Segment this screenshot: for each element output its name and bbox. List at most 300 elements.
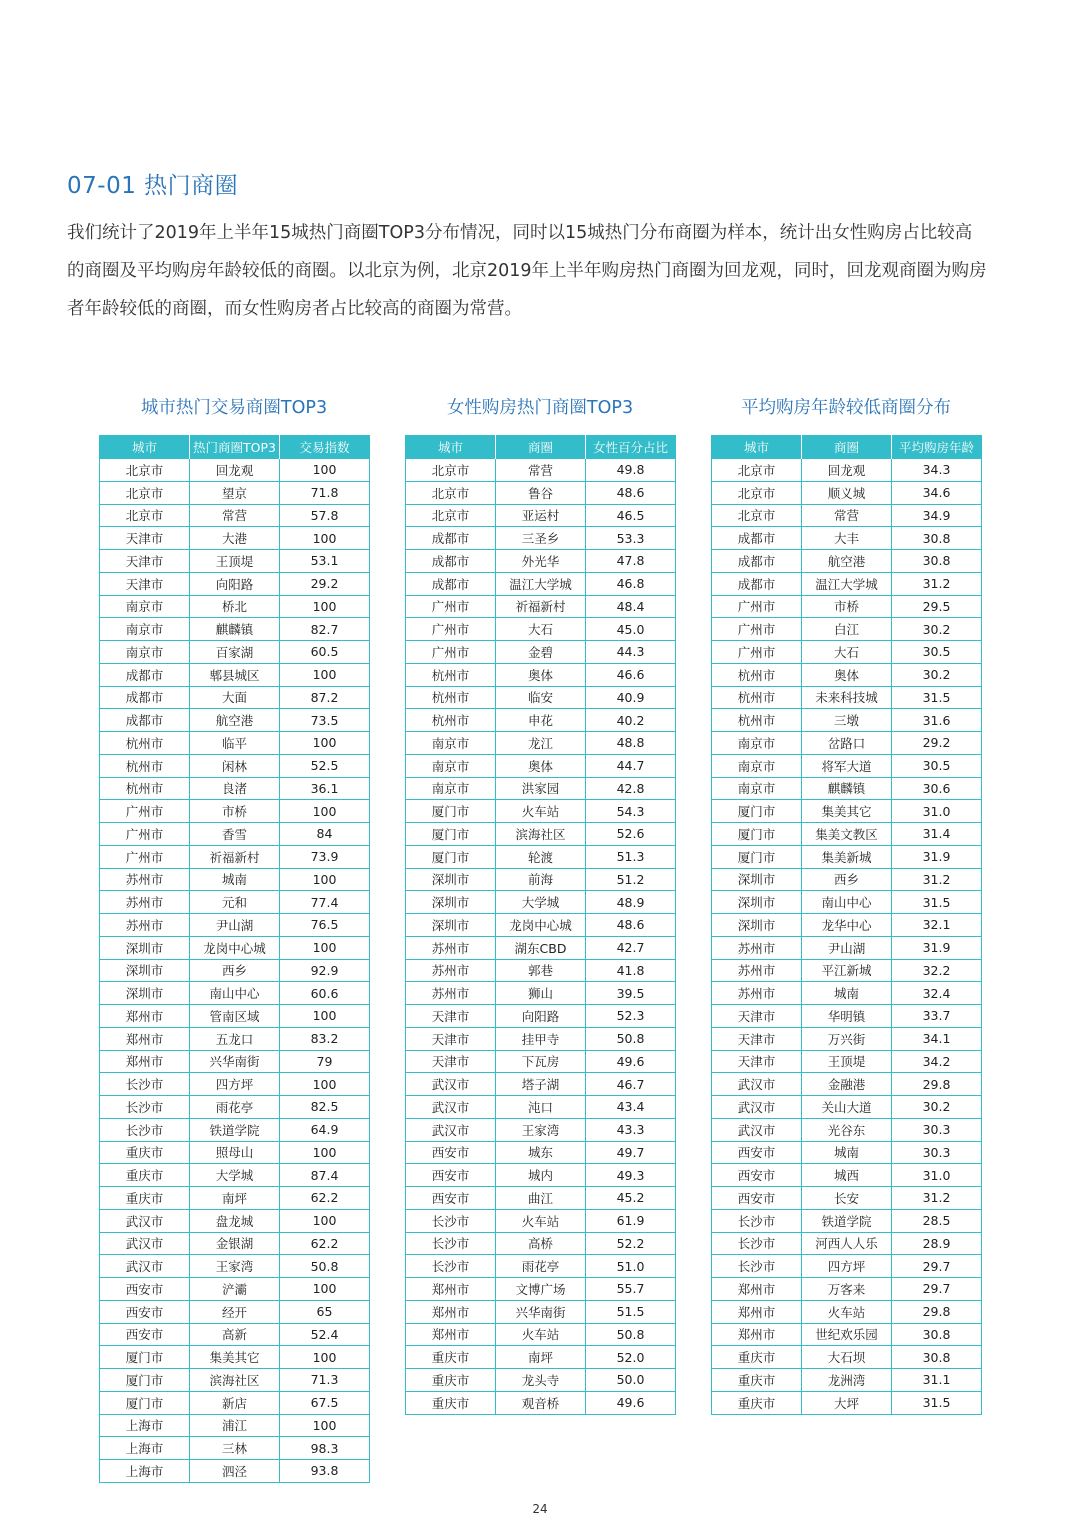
district-cell: 祈福新村 bbox=[190, 845, 280, 868]
value-cell: 29.7 bbox=[892, 1278, 982, 1301]
district-cell: 城东 bbox=[496, 1141, 586, 1164]
city-cell: 上海市 bbox=[100, 1414, 190, 1437]
table-row bbox=[406, 527, 676, 550]
value-cell: 73.5 bbox=[280, 709, 370, 732]
district-cell: 大坪 bbox=[802, 1391, 892, 1414]
city-cell: 广州市 bbox=[406, 618, 496, 641]
value-cell: 100 bbox=[280, 800, 370, 823]
value-cell: 100 bbox=[280, 1073, 370, 1096]
district-cell: 兴华南街 bbox=[496, 1300, 586, 1323]
district-cell: 新店 bbox=[190, 1391, 280, 1414]
city-cell: 天津市 bbox=[406, 1027, 496, 1050]
district-cell: 狮山 bbox=[496, 982, 586, 1005]
table-row bbox=[100, 595, 370, 618]
value-cell: 41.8 bbox=[586, 959, 676, 982]
district-cell: 外光华 bbox=[496, 550, 586, 573]
table-title-female-buyers: 女性购房热门商圈TOP3 bbox=[446, 398, 634, 418]
district-cell: 大港 bbox=[190, 527, 280, 550]
city-cell: 武汉市 bbox=[100, 1232, 190, 1255]
district-cell: 临平 bbox=[190, 732, 280, 755]
value-cell: 30.8 bbox=[892, 1346, 982, 1369]
value-cell: 31.0 bbox=[892, 800, 982, 823]
district-cell: 向阳路 bbox=[190, 572, 280, 595]
city-cell: 南京市 bbox=[100, 641, 190, 664]
value-cell: 100 bbox=[280, 1209, 370, 1232]
value-cell: 64.9 bbox=[280, 1118, 370, 1141]
city-cell: 深圳市 bbox=[100, 959, 190, 982]
district-cell: 奥体 bbox=[496, 754, 586, 777]
value-cell: 30.3 bbox=[892, 1141, 982, 1164]
table-row bbox=[712, 1232, 982, 1255]
city-cell: 重庆市 bbox=[100, 1164, 190, 1187]
city-cell: 武汉市 bbox=[406, 1073, 496, 1096]
value-cell: 30.2 bbox=[892, 1096, 982, 1119]
value-cell: 50.8 bbox=[280, 1255, 370, 1278]
city-cell: 广州市 bbox=[406, 595, 496, 618]
column-header: 热门商圈TOP3 bbox=[190, 435, 280, 459]
value-cell: 53.3 bbox=[586, 527, 676, 550]
district-cell: 光谷东 bbox=[802, 1118, 892, 1141]
table-row bbox=[100, 1209, 370, 1232]
city-cell: 长沙市 bbox=[100, 1118, 190, 1141]
city-cell: 深圳市 bbox=[712, 868, 802, 891]
district-cell: 观音桥 bbox=[496, 1391, 586, 1414]
city-cell: 郑州市 bbox=[712, 1278, 802, 1301]
district-cell: 香雪 bbox=[190, 823, 280, 846]
city-cell: 长沙市 bbox=[406, 1255, 496, 1278]
city-cell: 杭州市 bbox=[406, 686, 496, 709]
city-cell: 长沙市 bbox=[100, 1096, 190, 1119]
district-cell: 关山大道 bbox=[802, 1096, 892, 1119]
value-cell: 65 bbox=[280, 1300, 370, 1323]
table-row bbox=[712, 663, 982, 686]
value-cell: 30.2 bbox=[892, 618, 982, 641]
value-cell: 46.7 bbox=[586, 1073, 676, 1096]
value-cell: 100 bbox=[280, 868, 370, 891]
city-cell: 厦门市 bbox=[406, 800, 496, 823]
city-cell: 南京市 bbox=[406, 777, 496, 800]
city-cell: 武汉市 bbox=[712, 1096, 802, 1119]
table-row bbox=[100, 732, 370, 755]
table-row bbox=[100, 1005, 370, 1028]
city-cell: 北京市 bbox=[712, 481, 802, 504]
city-cell: 重庆市 bbox=[712, 1391, 802, 1414]
table-row bbox=[406, 1050, 676, 1073]
table-row bbox=[406, 1141, 676, 1164]
table-row bbox=[712, 1005, 982, 1028]
table-row bbox=[406, 982, 676, 1005]
city-cell: 成都市 bbox=[406, 572, 496, 595]
value-cell: 30.8 bbox=[892, 527, 982, 550]
table-row bbox=[406, 709, 676, 732]
district-cell: 桥北 bbox=[190, 595, 280, 618]
table-row bbox=[406, 1096, 676, 1119]
table-row bbox=[100, 481, 370, 504]
city-cell: 重庆市 bbox=[406, 1346, 496, 1369]
district-cell: 市桥 bbox=[802, 595, 892, 618]
district-cell: 轮渡 bbox=[496, 845, 586, 868]
section-heading: 07-01 热门商圈 bbox=[67, 173, 239, 199]
table-row bbox=[712, 550, 982, 573]
value-cell: 60.5 bbox=[280, 641, 370, 664]
district-cell: 火车站 bbox=[496, 1323, 586, 1346]
district-cell: 良渚 bbox=[190, 777, 280, 800]
district-cell: 经开 bbox=[190, 1300, 280, 1323]
value-cell: 30.5 bbox=[892, 641, 982, 664]
table-row bbox=[406, 1232, 676, 1255]
value-cell: 52.4 bbox=[280, 1323, 370, 1346]
city-cell: 武汉市 bbox=[100, 1209, 190, 1232]
district-cell: 奥体 bbox=[496, 663, 586, 686]
district-cell: 高新 bbox=[190, 1323, 280, 1346]
district-cell: 元和 bbox=[190, 891, 280, 914]
district-cell: 盘龙城 bbox=[190, 1209, 280, 1232]
table-row bbox=[406, 663, 676, 686]
city-cell: 天津市 bbox=[406, 1050, 496, 1073]
district-cell: 铁道学院 bbox=[190, 1118, 280, 1141]
district-cell: 雨花亭 bbox=[496, 1255, 586, 1278]
table-row bbox=[406, 1323, 676, 1346]
value-cell: 87.4 bbox=[280, 1164, 370, 1187]
table-row bbox=[100, 1300, 370, 1323]
city-cell: 郑州市 bbox=[100, 1050, 190, 1073]
value-cell: 61.9 bbox=[586, 1209, 676, 1232]
buyer-age-table bbox=[711, 435, 982, 1415]
district-cell: 常营 bbox=[496, 459, 586, 482]
table-title-hot-districts: 城市热门交易商圈TOP3 bbox=[140, 398, 328, 418]
district-cell: 管南区域 bbox=[190, 1005, 280, 1028]
value-cell: 45.2 bbox=[586, 1187, 676, 1210]
table-row bbox=[100, 1073, 370, 1096]
city-cell: 苏州市 bbox=[406, 936, 496, 959]
value-cell: 32.1 bbox=[892, 914, 982, 937]
table-row bbox=[712, 1118, 982, 1141]
value-cell: 53.1 bbox=[280, 550, 370, 573]
city-cell: 武汉市 bbox=[406, 1118, 496, 1141]
city-cell: 长沙市 bbox=[712, 1209, 802, 1232]
table-header-row bbox=[712, 435, 982, 459]
city-cell: 武汉市 bbox=[406, 1096, 496, 1119]
district-cell: 祈福新村 bbox=[496, 595, 586, 618]
value-cell: 30.2 bbox=[892, 663, 982, 686]
table-row bbox=[100, 1118, 370, 1141]
table-row bbox=[712, 1255, 982, 1278]
value-cell: 29.2 bbox=[892, 732, 982, 755]
district-cell: 城南 bbox=[802, 982, 892, 1005]
value-cell: 60.6 bbox=[280, 982, 370, 1005]
city-cell: 厦门市 bbox=[406, 845, 496, 868]
value-cell: 71.8 bbox=[280, 481, 370, 504]
district-cell: 航空港 bbox=[190, 709, 280, 732]
table-row bbox=[406, 754, 676, 777]
table-row bbox=[712, 1300, 982, 1323]
value-cell: 100 bbox=[280, 459, 370, 482]
city-cell: 南京市 bbox=[100, 595, 190, 618]
district-cell: 兴华南街 bbox=[190, 1050, 280, 1073]
city-cell: 西安市 bbox=[712, 1187, 802, 1210]
value-cell: 87.2 bbox=[280, 686, 370, 709]
district-cell: 火车站 bbox=[802, 1300, 892, 1323]
city-cell: 北京市 bbox=[712, 459, 802, 482]
value-cell: 34.1 bbox=[892, 1027, 982, 1050]
table-row bbox=[100, 572, 370, 595]
city-cell: 郑州市 bbox=[406, 1278, 496, 1301]
district-cell: 三圣乡 bbox=[496, 527, 586, 550]
intro-paragraph bbox=[67, 214, 1017, 328]
table-row bbox=[712, 1141, 982, 1164]
district-cell: 西乡 bbox=[190, 959, 280, 982]
table-row bbox=[100, 1096, 370, 1119]
table-row bbox=[100, 1187, 370, 1210]
district-cell: 沌口 bbox=[496, 1096, 586, 1119]
value-cell: 84 bbox=[280, 823, 370, 846]
district-cell: 尹山湖 bbox=[802, 936, 892, 959]
district-cell: 浦江 bbox=[190, 1414, 280, 1437]
table-row bbox=[712, 459, 982, 482]
table-row bbox=[100, 1141, 370, 1164]
value-cell: 40.9 bbox=[586, 686, 676, 709]
table-row bbox=[712, 481, 982, 504]
district-cell: 金碧 bbox=[496, 641, 586, 664]
table-row bbox=[712, 1346, 982, 1369]
district-cell: 温江大学城 bbox=[802, 572, 892, 595]
table-row bbox=[712, 1369, 982, 1392]
value-cell: 76.5 bbox=[280, 914, 370, 937]
district-cell: 大石坝 bbox=[802, 1346, 892, 1369]
value-cell: 31.5 bbox=[892, 891, 982, 914]
table-row bbox=[712, 1073, 982, 1096]
table-row bbox=[712, 1209, 982, 1232]
table-row bbox=[712, 572, 982, 595]
value-cell: 31.0 bbox=[892, 1164, 982, 1187]
value-cell: 42.7 bbox=[586, 936, 676, 959]
district-cell: 照母山 bbox=[190, 1141, 280, 1164]
table-row bbox=[712, 754, 982, 777]
city-cell: 郑州市 bbox=[100, 1027, 190, 1050]
city-cell: 郑州市 bbox=[406, 1323, 496, 1346]
district-cell: 泗泾 bbox=[190, 1460, 280, 1483]
city-cell: 天津市 bbox=[100, 572, 190, 595]
table-row bbox=[406, 868, 676, 891]
table-row bbox=[406, 1369, 676, 1392]
city-cell: 北京市 bbox=[100, 481, 190, 504]
city-cell: 长沙市 bbox=[712, 1255, 802, 1278]
city-cell: 深圳市 bbox=[406, 868, 496, 891]
district-cell: 湖东CBD bbox=[496, 936, 586, 959]
district-cell: 回龙观 bbox=[190, 459, 280, 482]
value-cell: 62.2 bbox=[280, 1187, 370, 1210]
table-row bbox=[406, 845, 676, 868]
city-cell: 成都市 bbox=[712, 550, 802, 573]
city-cell: 西安市 bbox=[406, 1164, 496, 1187]
table-header-row bbox=[406, 435, 676, 459]
table-row bbox=[406, 595, 676, 618]
value-cell: 36.1 bbox=[280, 777, 370, 800]
district-cell: 滨海社区 bbox=[496, 823, 586, 846]
value-cell: 100 bbox=[280, 527, 370, 550]
table-row bbox=[712, 1391, 982, 1414]
value-cell: 31.6 bbox=[892, 709, 982, 732]
value-cell: 30.8 bbox=[892, 550, 982, 573]
table-row bbox=[100, 1414, 370, 1437]
value-cell: 39.5 bbox=[586, 982, 676, 1005]
district-cell: 城西 bbox=[802, 1164, 892, 1187]
value-cell: 44.7 bbox=[586, 754, 676, 777]
value-cell: 31.9 bbox=[892, 936, 982, 959]
value-cell: 57.8 bbox=[280, 504, 370, 527]
value-cell: 29.5 bbox=[892, 595, 982, 618]
table-row bbox=[712, 595, 982, 618]
city-cell: 西安市 bbox=[712, 1141, 802, 1164]
value-cell: 77.4 bbox=[280, 891, 370, 914]
district-cell: 尹山湖 bbox=[190, 914, 280, 937]
district-cell: 龙头寺 bbox=[496, 1369, 586, 1392]
city-cell: 杭州市 bbox=[406, 709, 496, 732]
table-row bbox=[100, 709, 370, 732]
district-cell: 亚运村 bbox=[496, 504, 586, 527]
city-cell: 广州市 bbox=[712, 641, 802, 664]
table-row bbox=[712, 845, 982, 868]
city-cell: 西安市 bbox=[100, 1278, 190, 1301]
city-cell: 深圳市 bbox=[406, 891, 496, 914]
table-row bbox=[406, 1187, 676, 1210]
district-cell: 三墩 bbox=[802, 709, 892, 732]
district-cell: 岔路口 bbox=[802, 732, 892, 755]
district-cell: 火车站 bbox=[496, 800, 586, 823]
district-cell: 郭巷 bbox=[496, 959, 586, 982]
value-cell: 51.0 bbox=[586, 1255, 676, 1278]
intro-line: 的商圈及平均购房年龄较低的商圈。以北京为例，北京2019年上半年购房热门商圈为回龙观，同时，回龙观商圈为购房 bbox=[67, 261, 987, 281]
value-cell: 52.5 bbox=[280, 754, 370, 777]
table-row bbox=[100, 663, 370, 686]
city-cell: 杭州市 bbox=[100, 732, 190, 755]
table-row bbox=[712, 1187, 982, 1210]
city-cell: 成都市 bbox=[712, 572, 802, 595]
value-cell: 29.7 bbox=[892, 1255, 982, 1278]
table-row bbox=[100, 504, 370, 527]
district-cell: 未来科技城 bbox=[802, 686, 892, 709]
district-cell: 城南 bbox=[802, 1141, 892, 1164]
table-row bbox=[100, 982, 370, 1005]
city-cell: 南京市 bbox=[712, 777, 802, 800]
table-row bbox=[100, 845, 370, 868]
value-cell: 29.8 bbox=[892, 1300, 982, 1323]
city-cell: 广州市 bbox=[712, 595, 802, 618]
district-cell: 集美其它 bbox=[802, 800, 892, 823]
table-row bbox=[100, 1164, 370, 1187]
table-row bbox=[100, 641, 370, 664]
city-cell: 苏州市 bbox=[712, 936, 802, 959]
table-row bbox=[712, 868, 982, 891]
city-cell: 天津市 bbox=[100, 550, 190, 573]
city-cell: 广州市 bbox=[406, 641, 496, 664]
value-cell: 48.6 bbox=[586, 481, 676, 504]
value-cell: 50.0 bbox=[586, 1369, 676, 1392]
table-row bbox=[406, 1027, 676, 1050]
city-cell: 厦门市 bbox=[712, 845, 802, 868]
district-cell: 南坪 bbox=[190, 1187, 280, 1210]
table-row bbox=[100, 527, 370, 550]
table-row bbox=[712, 914, 982, 937]
city-cell: 北京市 bbox=[406, 459, 496, 482]
value-cell: 48.8 bbox=[586, 732, 676, 755]
table-row bbox=[712, 959, 982, 982]
column-header: 交易指数 bbox=[280, 435, 370, 459]
table-row bbox=[406, 800, 676, 823]
city-cell: 重庆市 bbox=[100, 1187, 190, 1210]
district-cell: 西乡 bbox=[802, 868, 892, 891]
city-cell: 苏州市 bbox=[100, 914, 190, 937]
district-cell: 大石 bbox=[496, 618, 586, 641]
city-cell: 南京市 bbox=[100, 618, 190, 641]
table-row bbox=[406, 914, 676, 937]
district-cell: 将军大道 bbox=[802, 754, 892, 777]
value-cell: 48.4 bbox=[586, 595, 676, 618]
city-cell: 厦门市 bbox=[100, 1346, 190, 1369]
city-cell: 苏州市 bbox=[712, 982, 802, 1005]
table-row bbox=[406, 504, 676, 527]
district-cell: 王顶堤 bbox=[190, 550, 280, 573]
city-cell: 厦门市 bbox=[712, 800, 802, 823]
table-row bbox=[100, 936, 370, 959]
district-cell: 龙岗中心城 bbox=[190, 936, 280, 959]
value-cell: 48.6 bbox=[586, 914, 676, 937]
district-cell: 河西人人乐 bbox=[802, 1232, 892, 1255]
value-cell: 52.2 bbox=[586, 1232, 676, 1255]
district-cell: 集美其它 bbox=[190, 1346, 280, 1369]
table-row bbox=[406, 777, 676, 800]
district-cell: 平江新城 bbox=[802, 959, 892, 982]
district-cell: 龙江 bbox=[496, 732, 586, 755]
table-row bbox=[712, 1323, 982, 1346]
table-row bbox=[100, 1027, 370, 1050]
city-cell: 天津市 bbox=[712, 1005, 802, 1028]
city-cell: 厦门市 bbox=[406, 823, 496, 846]
district-cell: 南山中心 bbox=[802, 891, 892, 914]
value-cell: 51.2 bbox=[586, 868, 676, 891]
value-cell: 100 bbox=[280, 663, 370, 686]
table-row bbox=[406, 618, 676, 641]
city-cell: 西安市 bbox=[406, 1187, 496, 1210]
city-cell: 重庆市 bbox=[712, 1346, 802, 1369]
city-cell: 深圳市 bbox=[100, 936, 190, 959]
district-cell: 龙岗中心城 bbox=[496, 914, 586, 937]
district-cell: 文博广场 bbox=[496, 1278, 586, 1301]
table-row bbox=[100, 777, 370, 800]
value-cell: 49.8 bbox=[586, 459, 676, 482]
table-row bbox=[712, 641, 982, 664]
district-cell: 白江 bbox=[802, 618, 892, 641]
city-cell: 上海市 bbox=[100, 1437, 190, 1460]
district-cell: 铁道学院 bbox=[802, 1209, 892, 1232]
district-cell: 顺义城 bbox=[802, 481, 892, 504]
city-cell: 南京市 bbox=[712, 732, 802, 755]
district-cell: 麒麟镇 bbox=[802, 777, 892, 800]
district-cell: 南坪 bbox=[496, 1346, 586, 1369]
value-cell: 34.6 bbox=[892, 481, 982, 504]
city-cell: 西安市 bbox=[712, 1164, 802, 1187]
city-cell: 深圳市 bbox=[100, 982, 190, 1005]
city-cell: 重庆市 bbox=[712, 1369, 802, 1392]
table-row bbox=[100, 1323, 370, 1346]
city-cell: 苏州市 bbox=[406, 982, 496, 1005]
district-cell: 临安 bbox=[496, 686, 586, 709]
city-cell: 北京市 bbox=[406, 481, 496, 504]
city-cell: 武汉市 bbox=[712, 1073, 802, 1096]
value-cell: 52.6 bbox=[586, 823, 676, 846]
table-title-buyer-age: 平均购房年龄较低商圈分布 bbox=[741, 398, 951, 418]
district-cell: 麒麟镇 bbox=[190, 618, 280, 641]
